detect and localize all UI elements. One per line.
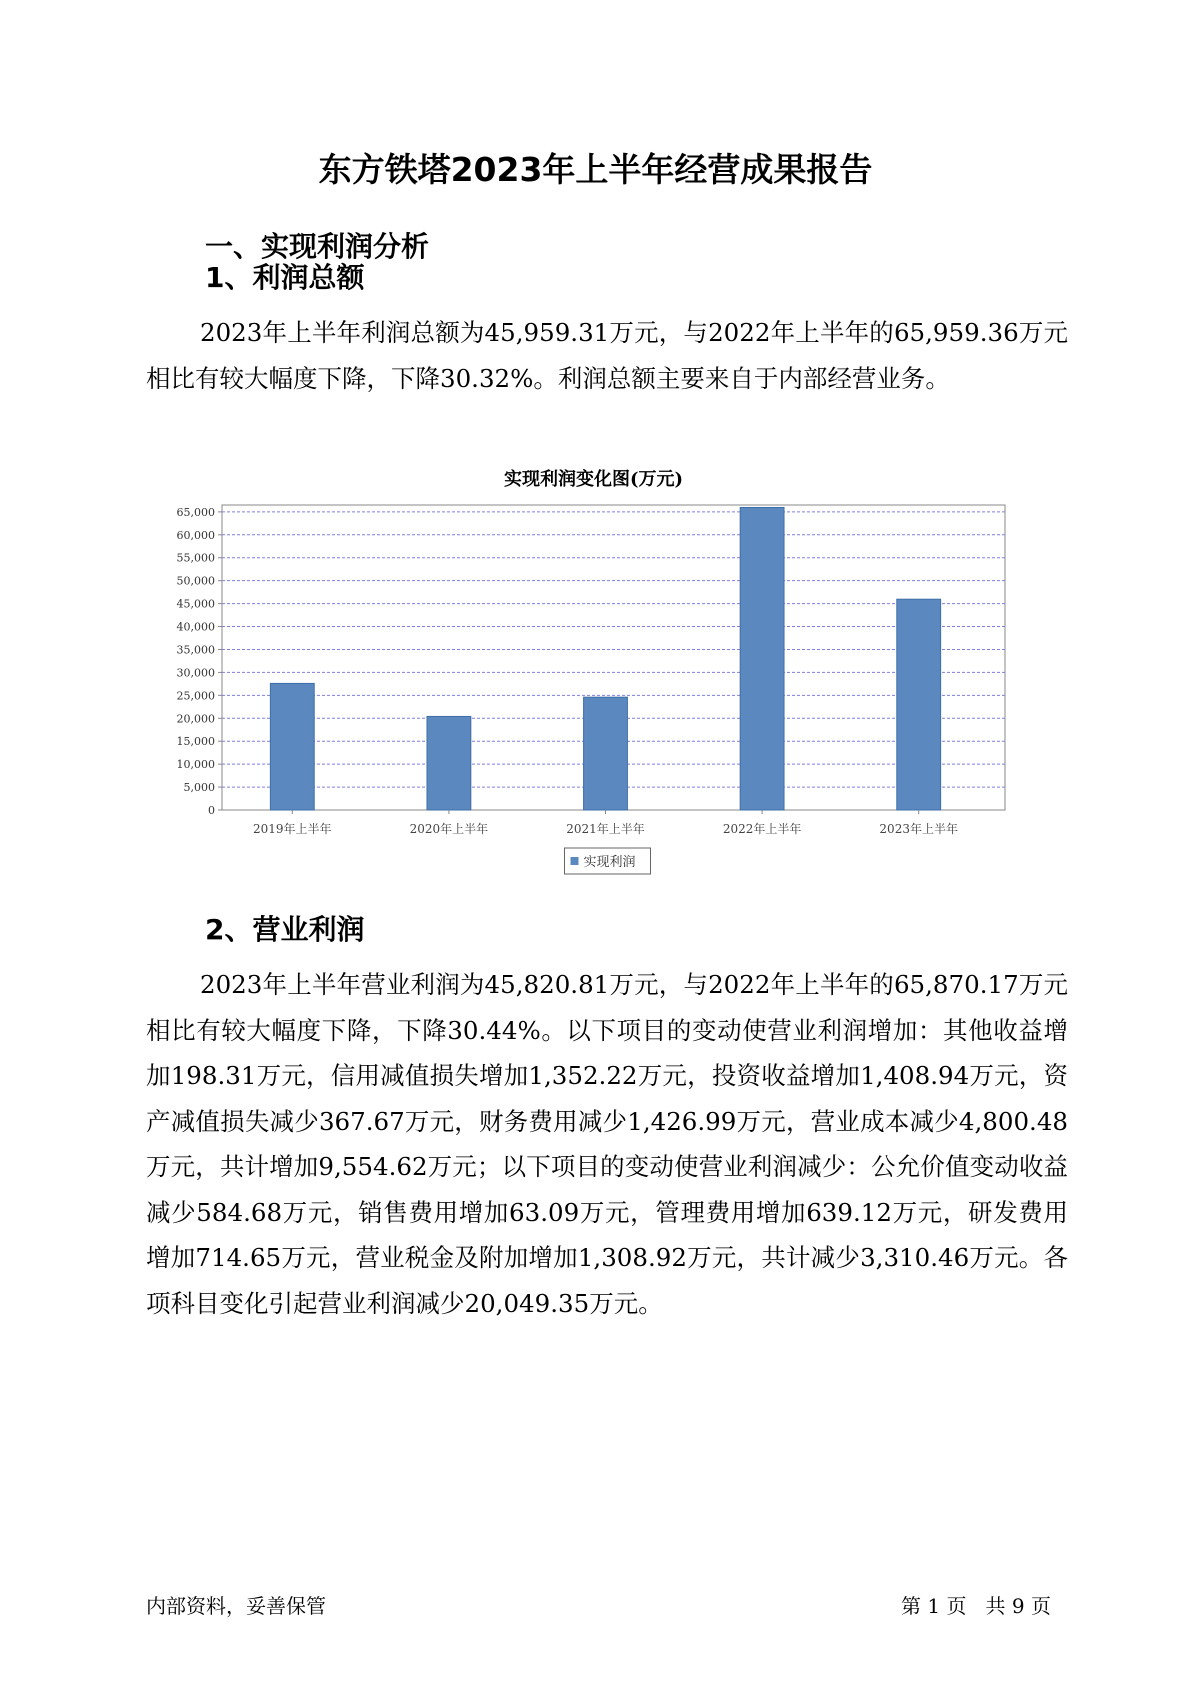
chart-legend <box>565 848 651 874</box>
chart-y-tick-label: 0 <box>208 804 215 817</box>
chart-legend-label: 实现利润 <box>583 855 636 870</box>
chart-y-tick-label: 55,000 <box>176 551 215 565</box>
chart-x-tick-label: 2019年上半年 <box>253 822 332 836</box>
chart-y-axis <box>177 506 223 817</box>
chart-x-tick-label: 2022年上半年 <box>722 822 802 836</box>
chart-bar <box>740 507 784 810</box>
chart-x-tick-label: 2021年上半年 <box>566 822 645 836</box>
chart-y-tick-label: 10,000 <box>176 758 215 772</box>
chart-x-axis <box>253 810 958 836</box>
chart-y-tick-label: 30,000 <box>176 666 215 680</box>
chart-y-tick-label: 20,000 <box>176 712 215 726</box>
document-title: 东方铁塔2023年上半年经营成果报告 <box>318 150 873 189</box>
profit-bar-chart <box>150 465 1030 945</box>
chart-legend-swatch <box>571 857 579 865</box>
chart-y-tick-label: 5,000 <box>183 781 215 795</box>
chart-y-tick-label: 25,000 <box>176 689 215 703</box>
subsection-heading-total-profit: 1、利润总额 <box>205 261 365 294</box>
chart-y-tick-label: 45,000 <box>176 597 215 611</box>
chart-y-tick-label: 35,000 <box>176 643 215 657</box>
footer-page-number: 第 1 页 共 9 页 <box>901 1594 1051 1618</box>
chart-svg <box>150 465 1030 945</box>
chart-y-tick-label: 40,000 <box>176 620 215 634</box>
chart-y-tick-label: 60,000 <box>176 528 215 542</box>
footer-confidential-note: 内部资料，妥善保管 <box>146 1594 326 1618</box>
chart-x-tick-label: 2020年上半年 <box>409 822 489 836</box>
chart-y-tick-label: 65,000 <box>176 505 215 519</box>
chart-title: 实现利润变化图(万元) <box>503 469 684 490</box>
operating-profit-paragraph: 2023年上半年营业利润为45,820.81万元，与2022年上半年的65,870.17万元相比有较大幅度下降，下降30.44%。以下项目的变动使营业利润增加：其他收益增加198.31万元，信用减值损失增加1,352.22万元，投资收益增加1,408.94万元，资产减值损失减少367.67万元，财务费用减少1,426.99万元，营业成本减少4,800.48万元，共计增加9,554.62万元；以下项目的变动使营业利润减少：公允价值变动收益减少584.68万元，销售费用增加63.09万元，管理费用增加639.12万元，研发费用增加714.65万元，营业税金及附加增加1,308.92万元，共计减少3,310.46万元。各项科目变化引起营业利润减少20,049.35万元。 <box>146 970 1068 1318</box>
subsection-heading-operating-profit: 2、营业利润 <box>205 913 365 946</box>
chart-y-tick-label: 15,000 <box>176 735 215 749</box>
chart-bar <box>427 716 471 810</box>
chart-y-tick-label: 50,000 <box>176 574 215 588</box>
chart-bar <box>584 697 628 810</box>
chart-x-tick-label: 2023年上半年 <box>879 822 958 836</box>
chart-bar <box>897 599 941 810</box>
section-heading-profit-analysis: 一、实现利润分析 <box>205 230 430 263</box>
total-profit-paragraph: 2023年上半年利润总额为45,959.31万元，与2022年上半年的65,959.36万元相比有较大幅度下降，下降30.32%。利润总额主要来自于内部经营业务。 <box>146 318 1068 393</box>
chart-bar <box>270 683 314 810</box>
